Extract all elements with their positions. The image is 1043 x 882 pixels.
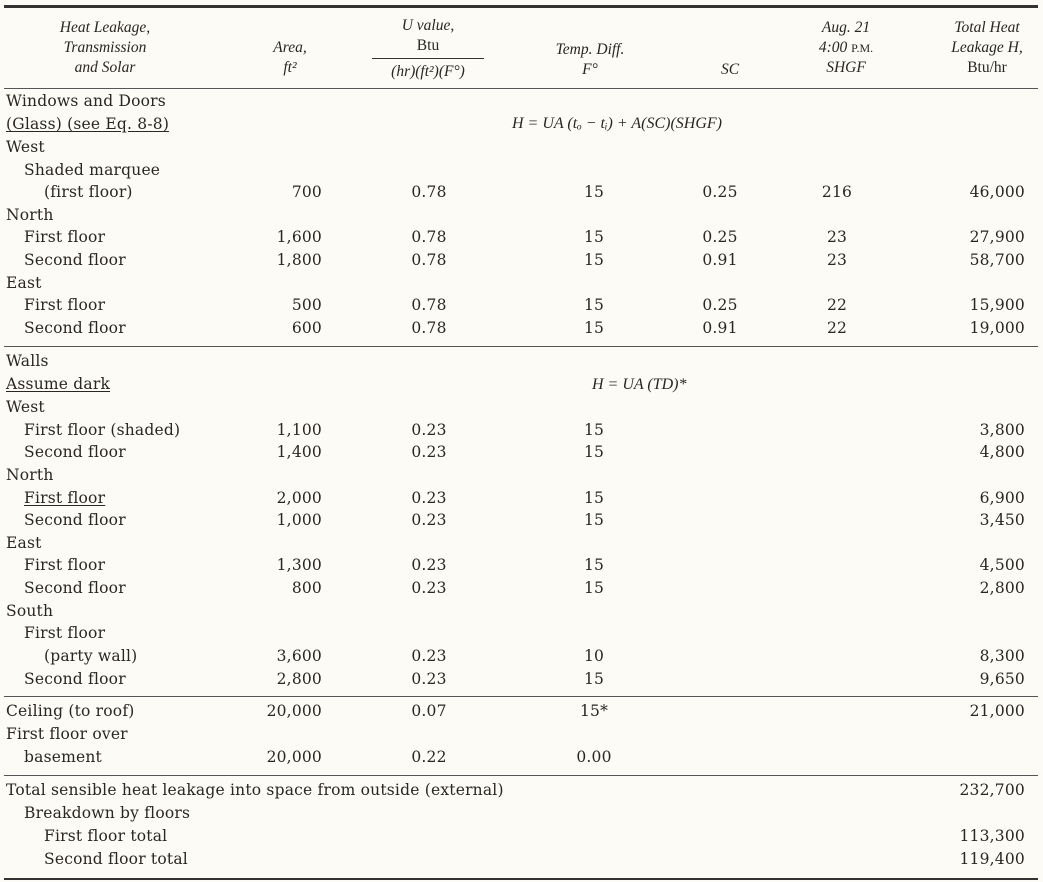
table-row <box>0 464 1043 487</box>
shgf-cell: 23 <box>826 251 848 269</box>
shgf-cell: 216 <box>821 183 853 201</box>
area-cell: 20,000 <box>266 702 322 720</box>
header-shgf-line-3: SHGF <box>826 59 866 76</box>
row-label: First floor <box>24 296 106 314</box>
area-cell: 500 <box>291 296 322 314</box>
header-u-line-1: U value, <box>401 17 455 34</box>
shgf-cell: 22 <box>826 319 848 337</box>
total-heat-cell: 232,700 <box>959 781 1025 799</box>
sc-cell: 0.25 <box>702 228 738 246</box>
header-total-line-1: Total Heat <box>954 19 1020 36</box>
total-heat-cell: 113,300 <box>959 827 1025 845</box>
u-value-cell: 0.78 <box>411 296 447 314</box>
area-cell: 1,800 <box>276 251 322 269</box>
header-label-line-1: Heat Leakage, <box>59 19 151 36</box>
table-row <box>0 272 1043 295</box>
total-heat-cell: 21,000 <box>969 702 1025 720</box>
header-td-col <box>540 40 640 80</box>
row-label: East <box>6 274 42 292</box>
table-row <box>0 668 1043 691</box>
row-label: South <box>6 602 54 620</box>
header-area-col <box>250 38 330 78</box>
walls-formula: H = UA (TD)* <box>592 376 687 393</box>
u-value-cell: 0.78 <box>411 319 447 337</box>
row-label: West <box>6 138 45 156</box>
temp-diff-cell: 15 <box>583 556 605 574</box>
u-value-cell: 0.23 <box>411 670 447 688</box>
total-heat-cell: 119,400 <box>959 850 1025 868</box>
row-label: Breakdown by floors <box>24 804 191 822</box>
table-row <box>0 373 1043 396</box>
row-label: First floor <box>24 556 106 574</box>
header-shgf-col <box>800 18 892 78</box>
row-label: (party wall) <box>44 647 138 665</box>
row-label: Windows and Doors <box>6 92 166 110</box>
row-label: Second floor <box>24 670 126 688</box>
area-cell: 1,600 <box>276 228 322 246</box>
u-value-cell: 0.78 <box>411 183 447 201</box>
total-heat-cell: 4,800 <box>979 443 1025 461</box>
u-value-cell: 0.23 <box>411 443 447 461</box>
sc-cell: 0.25 <box>702 183 738 201</box>
u-value-cell: 0.22 <box>411 748 447 766</box>
table-row <box>0 204 1043 227</box>
total-heat-cell: 15,900 <box>969 296 1025 314</box>
total-heat-cell: 6,900 <box>979 489 1025 507</box>
table-row <box>0 159 1043 182</box>
row-label: First floor <box>24 624 106 642</box>
row-label: Second floor <box>24 443 126 461</box>
header-rule <box>4 88 1038 89</box>
total-section-rule <box>4 775 1038 776</box>
table-row <box>0 396 1043 419</box>
sc-cell: 0.25 <box>702 296 738 314</box>
header-total-col <box>932 18 1042 78</box>
row-label: (Glass) (see Eq. 8-8) <box>6 115 170 133</box>
header-total-line-2: Leakage H, <box>951 39 1023 56</box>
temp-diff-cell: 15 <box>583 670 605 688</box>
row-label: First floor (shaded) <box>24 421 181 439</box>
row-label: First floor total <box>44 827 168 845</box>
temp-diff-cell: 15 <box>583 443 605 461</box>
header-area-line-2: ft² <box>283 59 297 76</box>
row-label: North <box>6 466 54 484</box>
area-cell: 2,800 <box>276 670 322 688</box>
header-shgf-line-1: Aug. 21 <box>821 19 871 36</box>
table-row <box>0 181 1043 204</box>
header-shgf-pm: P.M. <box>851 41 874 55</box>
table-row <box>0 645 1043 668</box>
table-row <box>0 136 1043 159</box>
header-u-col <box>372 16 484 82</box>
total-heat-cell: 58,700 <box>969 251 1025 269</box>
row-label: First floor over <box>6 725 128 743</box>
area-cell: 600 <box>291 319 322 337</box>
header-td-line-2: F° <box>582 61 598 78</box>
row-label: Assume dark <box>6 375 111 393</box>
row-label: Total sensible heat leakage into space from outside (external) <box>6 781 504 799</box>
area-cell: 20,000 <box>266 748 322 766</box>
row-label: Walls <box>6 352 49 370</box>
shgf-cell: 23 <box>826 228 848 246</box>
temp-diff-cell: 15 <box>583 489 605 507</box>
table-row <box>0 113 1043 136</box>
header-label-line-2: Transmission <box>63 39 147 56</box>
temp-diff-cell: 10 <box>583 647 605 665</box>
table-row <box>0 700 1043 723</box>
header-label-line-3: and Solar <box>74 59 136 76</box>
table-row <box>0 419 1043 442</box>
u-value-cell: 0.23 <box>411 556 447 574</box>
area-cell: 1,000 <box>276 511 322 529</box>
bottom-rule <box>4 878 1038 880</box>
u-value-cell: 0.23 <box>411 579 447 597</box>
ceiling-section-rule <box>4 696 1038 697</box>
table-row <box>0 802 1043 825</box>
temp-diff-cell: 15 <box>583 228 605 246</box>
row-label: North <box>6 206 54 224</box>
u-value-cell: 0.23 <box>411 421 447 439</box>
table-row <box>0 622 1043 645</box>
header-td-line-1: Temp. Diff. <box>555 41 625 58</box>
total-heat-cell: 3,450 <box>979 511 1025 529</box>
top-rule <box>4 5 1038 8</box>
temp-diff-cell: 15 <box>583 296 605 314</box>
u-value-cell: 0.78 <box>411 251 447 269</box>
table-row <box>0 487 1043 510</box>
area-cell: 2,000 <box>276 489 322 507</box>
temp-diff-cell: 15 <box>583 579 605 597</box>
table-row <box>0 294 1043 317</box>
table-row <box>0 825 1043 848</box>
temp-diff-cell: 15 <box>583 183 605 201</box>
header-label-col <box>30 18 180 78</box>
sc-cell: 0.91 <box>702 251 738 269</box>
area-cell: 3,600 <box>276 647 322 665</box>
u-value-cell: 0.23 <box>411 489 447 507</box>
row-label: Second floor <box>24 511 126 529</box>
shgf-cell: 22 <box>826 296 848 314</box>
u-value-cell: 0.23 <box>411 647 447 665</box>
table-row <box>0 90 1043 113</box>
area-cell: 1,100 <box>276 421 322 439</box>
total-heat-cell: 8,300 <box>979 647 1025 665</box>
table-row <box>0 441 1043 464</box>
area-cell: 800 <box>291 579 322 597</box>
u-value-cell: 0.78 <box>411 228 447 246</box>
header-u-line-2: Btu <box>372 36 484 59</box>
table-row <box>0 554 1043 577</box>
table-row <box>0 746 1043 769</box>
total-heat-cell: 9,650 <box>979 670 1025 688</box>
walls-section-rule <box>4 346 1038 347</box>
table-row <box>0 509 1043 532</box>
area-cell: 1,300 <box>276 556 322 574</box>
header-sc-col <box>700 60 760 80</box>
row-label: (first floor) <box>44 183 133 201</box>
header-sc-line: SC <box>720 61 740 78</box>
header-total-line-3: Btu/hr <box>967 59 1007 76</box>
row-label: First floor <box>24 489 106 507</box>
header-shgf-line-2 <box>800 38 892 58</box>
total-heat-cell: 4,500 <box>979 556 1025 574</box>
temp-diff-cell: 15 <box>583 511 605 529</box>
u-value-cell: 0.23 <box>411 511 447 529</box>
total-heat-cell: 3,800 <box>979 421 1025 439</box>
temp-diff-cell: 15 <box>583 421 605 439</box>
area-cell: 700 <box>291 183 322 201</box>
u-value-cell: 0.07 <box>411 702 447 720</box>
row-label: Second floor <box>24 579 126 597</box>
table-row <box>0 600 1043 623</box>
total-heat-cell: 2,800 <box>979 579 1025 597</box>
row-label: Shaded marquee <box>24 161 161 179</box>
row-label: Second floor <box>24 251 126 269</box>
row-label: Second floor <box>24 319 126 337</box>
header-shgf-time: 4:00 <box>818 39 848 56</box>
row-label: Second floor total <box>44 850 188 868</box>
table-row <box>0 779 1043 802</box>
row-label: basement <box>24 748 102 766</box>
table-row <box>0 350 1043 373</box>
table-row <box>0 249 1043 272</box>
table-row <box>0 317 1043 340</box>
total-heat-cell: 46,000 <box>969 183 1025 201</box>
row-label: Ceiling (to roof) <box>6 702 135 720</box>
table-row <box>0 577 1043 600</box>
sc-cell: 0.91 <box>702 319 738 337</box>
table-row <box>0 226 1043 249</box>
temp-diff-cell: 15* <box>579 702 609 720</box>
area-cell: 1,400 <box>276 443 322 461</box>
row-label: East <box>6 534 42 552</box>
header-u-line-3: (hr)(ft²)(F°) <box>391 63 465 80</box>
total-heat-cell: 19,000 <box>969 319 1025 337</box>
row-label: West <box>6 398 45 416</box>
table-row <box>0 532 1043 555</box>
temp-diff-cell: 15 <box>583 251 605 269</box>
table-row <box>0 723 1043 746</box>
row-label: First floor <box>24 228 106 246</box>
temp-diff-cell: 15 <box>583 319 605 337</box>
total-heat-cell: 27,900 <box>969 228 1025 246</box>
header-area-line-1: Area, <box>273 39 307 56</box>
temp-diff-cell: 0.00 <box>576 748 612 766</box>
glass-formula: H = UA (tₒ − tᵢ) + A(SC)(SHGF) <box>512 115 722 132</box>
table-row <box>0 848 1043 871</box>
